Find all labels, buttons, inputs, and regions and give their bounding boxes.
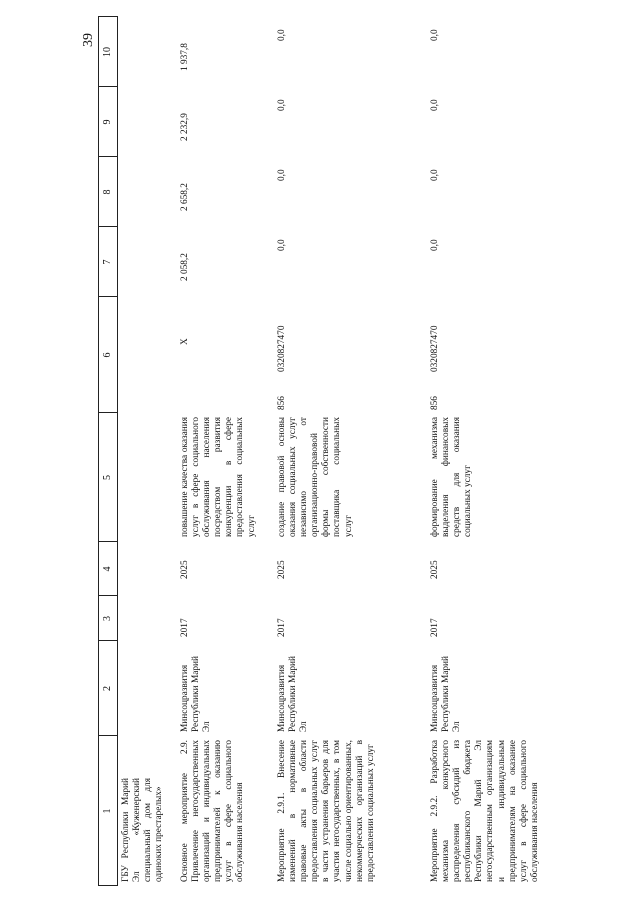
row-2-9-2-year-9: 0,0 — [430, 99, 440, 111]
row-2-9-measure: Основное мероприятие 2.9. Привлечение негосударственных организаций и индивидуальных предпринимателей к оказанию услуг в сфере социального обслуживания населения — [180, 740, 246, 882]
column-header-2: 2 — [102, 686, 113, 691]
header-bottom-border — [117, 16, 118, 886]
row-2-9-1-year-8: 0,0 — [277, 169, 287, 181]
row-2-9-budget-code: Х — [180, 338, 190, 345]
row-2-9-start-year: 2017 — [180, 618, 190, 637]
row-2-9-1-ministry-code: 856 — [277, 396, 287, 410]
row-2-9-2-result: формирование механизма выделения финансовых средств для оказания социальных услуг — [430, 417, 474, 537]
row-2-9-1-result: создание правовой основы оказания социальных услуг независимо от организационно-правовой формы собственности поставщика социальных услуг — [277, 417, 354, 537]
page-number: 39 — [81, 33, 96, 47]
row-2-9-2-end-year: 2025 — [430, 560, 440, 579]
row-2-9-2-year-10: 0,0 — [430, 29, 440, 41]
row-2-9-2-budget-code: 0320827470 — [430, 325, 440, 372]
row-2-9-1-executor: Минсоцразвития Республики Марий Эл — [277, 656, 310, 732]
row-2-9-result: повышение качества оказания услуг в сфере социального обслуживания населения посредством развития конкуренции в сфере предоставления социальных услуг — [180, 417, 257, 537]
row-2-9-2-year-8: 0,0 — [430, 169, 440, 181]
column-header-8: 8 — [102, 189, 113, 195]
row-2-9-2-start-year: 2017 — [430, 618, 440, 637]
row-2-9-year-10: 1 937,8 — [180, 43, 190, 71]
row-2-9-1-budget-code: 0320827470 — [277, 325, 287, 372]
row-2-9-end-year: 2025 — [180, 560, 190, 579]
row-2-9-2-executor: Минсоцразвития Республики Марий Эл — [430, 656, 463, 732]
table-row-institution-name: ГБУ Республики Марий Эл «Куженерский специальный дом для одиноких престарелых» — [121, 778, 165, 882]
row-2-9-executor: Минсоцразвития Республики Марий Эл — [180, 656, 213, 732]
row-2-9-2-year-7: 0,0 — [430, 239, 440, 251]
rotated-table — [98, 16, 568, 886]
column-header-7: 7 — [102, 259, 113, 265]
row-2-9-1-year-7: 0,0 — [277, 239, 287, 251]
row-2-9-year-8: 2 658,2 — [180, 183, 190, 211]
row-2-9-year-7: 2 058,2 — [180, 253, 190, 281]
row-2-9-1-measure: Мероприятие 2.9.1. Внесение изменений в нормативные правовые акты в области предоставления социальных услуг в части устранения барьеров для участия негосударственных, в том числе социально ориентированных, некоммерческих организаций в предоставлении социальных услуг — [277, 740, 376, 882]
column-header-10: 10 — [102, 47, 113, 57]
column-header-1: 1 — [102, 808, 113, 814]
column-header-6: 6 — [102, 352, 113, 358]
row-2-9-1-year-9: 0,0 — [277, 99, 287, 111]
row-2-9-2-ministry-code: 856 — [430, 396, 440, 410]
row-2-9-2-measure: Мероприятие 2.9.2. Разработка механизма конкурсного распределения субсидий из республиканского бюджета Республики Марий Эл негосударственным организациям и индивидуальным предпринимателям на оказание услуг в сфере социального обслуживания населения — [430, 740, 540, 882]
row-2-9-year-9: 2 232,9 — [180, 113, 190, 141]
column-header-9: 9 — [102, 119, 113, 125]
column-header-4: 4 — [102, 566, 113, 572]
row-2-9-1-end-year: 2025 — [277, 560, 287, 579]
row-2-9-1-start-year: 2017 — [277, 618, 287, 637]
row-2-9-1-year-10: 0,0 — [277, 29, 287, 41]
column-header-3: 3 — [102, 616, 113, 621]
column-header-5: 5 — [102, 475, 113, 480]
